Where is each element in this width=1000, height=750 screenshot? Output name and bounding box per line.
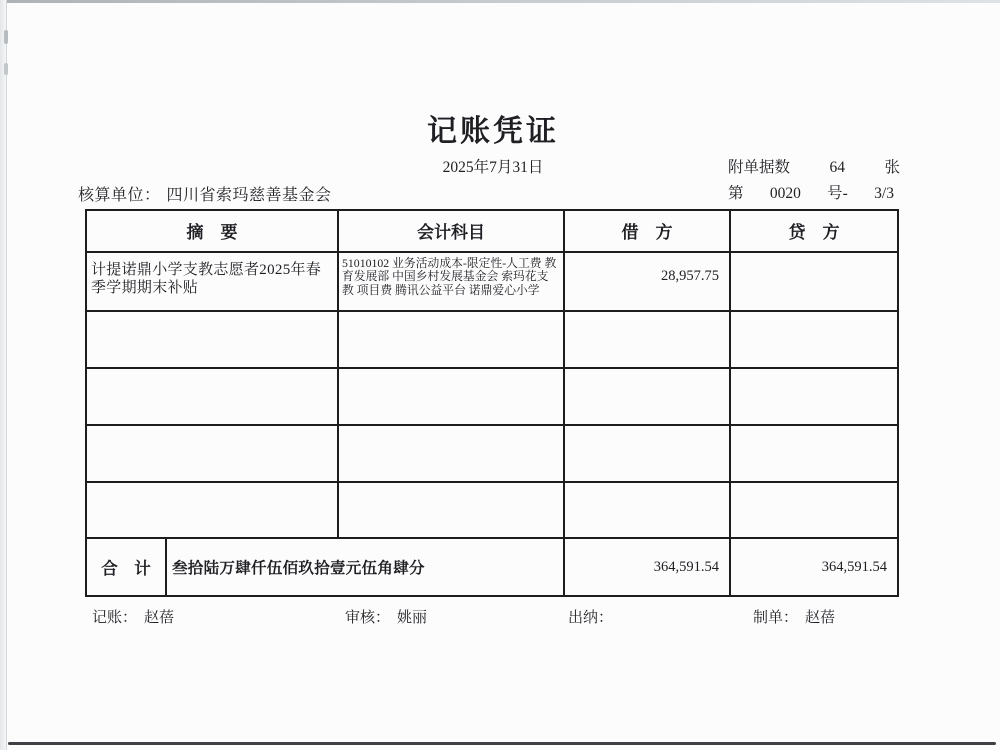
cell-account bbox=[338, 311, 564, 368]
cell-summary bbox=[86, 482, 338, 539]
accounting-unit-line bbox=[78, 182, 332, 205]
header-summary: 摘 要 bbox=[86, 210, 338, 252]
bookkeeper-label: 记账： bbox=[92, 610, 138, 626]
header-debit: 借 方 bbox=[564, 210, 730, 252]
attachment-label: 附单据数 bbox=[728, 159, 791, 176]
reviewer-name: 姚丽 bbox=[397, 610, 428, 626]
cell-summary bbox=[86, 311, 338, 368]
voucher-title: 记账凭证 bbox=[427, 115, 559, 148]
table-row bbox=[86, 368, 898, 425]
cell-account bbox=[338, 425, 564, 482]
cell-summary bbox=[86, 368, 338, 425]
cell-debit bbox=[564, 425, 730, 482]
voucher-number-line bbox=[728, 181, 894, 203]
reviewer-label: 审核： bbox=[345, 610, 391, 626]
number-page: 3/3 bbox=[874, 185, 894, 202]
signature-reviewer bbox=[345, 606, 427, 627]
cell-debit bbox=[564, 311, 730, 368]
total-debit: 364,591.54 bbox=[564, 538, 730, 596]
scan-edge-top bbox=[0, 0, 1000, 3]
signature-cashier bbox=[568, 606, 620, 627]
total-label: 合 计 bbox=[86, 538, 166, 596]
attachment-count: 64 bbox=[829, 159, 845, 176]
cell-credit bbox=[730, 368, 898, 425]
cell-summary bbox=[86, 425, 338, 482]
scan-artifact bbox=[4, 30, 8, 44]
preparer-label: 制单： bbox=[753, 610, 799, 626]
number-prefix: 第 bbox=[728, 185, 744, 202]
cell-debit bbox=[564, 368, 730, 425]
voucher-date: 2025年7月31日 bbox=[442, 159, 544, 176]
table-row bbox=[86, 252, 898, 312]
table-row bbox=[86, 311, 898, 368]
cell-account bbox=[338, 368, 564, 425]
accounting-unit-name: 四川省索玛慈善基金会 bbox=[166, 187, 332, 204]
cell-debit bbox=[564, 482, 730, 539]
attachment-unit: 张 bbox=[884, 159, 900, 176]
accounting-unit-label: 核算单位： bbox=[78, 187, 161, 204]
cell-account: 51010102 业务活动成本-限定性-人工费 教育发展部 中国乡村发展基金会 索玛花支教 项目费 腾讯公益平台 诺鼎爱心小学 bbox=[338, 252, 564, 312]
attachment-count-line bbox=[728, 155, 900, 177]
table-header-row bbox=[86, 210, 898, 252]
cell-account bbox=[338, 482, 564, 539]
number-value: 0020 bbox=[769, 185, 801, 202]
cell-credit bbox=[730, 252, 898, 312]
scan-edge-left bbox=[0, 0, 7, 750]
scan-edge-bottom bbox=[8, 742, 996, 745]
preparer-name: 赵蓓 bbox=[805, 610, 836, 626]
header-credit: 贷 方 bbox=[730, 210, 898, 252]
table-total-row bbox=[86, 538, 898, 596]
cell-debit: 28,957.75 bbox=[564, 252, 730, 312]
total-amount-in-words: 叁拾陆万肆仟伍佰玖拾壹元伍角肆分 bbox=[166, 538, 564, 596]
table-row bbox=[86, 425, 898, 482]
table-row bbox=[86, 482, 898, 539]
header-account: 会计科目 bbox=[338, 210, 564, 252]
cell-credit bbox=[730, 425, 898, 482]
cell-credit bbox=[730, 311, 898, 368]
signature-bookkeeper bbox=[92, 606, 174, 627]
voucher-table bbox=[85, 209, 899, 597]
bookkeeper-name: 赵蓓 bbox=[144, 610, 175, 626]
cashier-label: 出纳： bbox=[568, 610, 614, 626]
cell-summary: 计提诺鼎小学支教志愿者2025年春季学期期末补贴 bbox=[86, 252, 338, 312]
signature-preparer bbox=[753, 606, 835, 627]
scan-artifact bbox=[4, 63, 8, 75]
cell-credit bbox=[730, 482, 898, 539]
number-suffix: 号- bbox=[827, 185, 848, 202]
signature-line bbox=[0, 606, 1000, 628]
total-credit: 364,591.54 bbox=[730, 538, 898, 596]
